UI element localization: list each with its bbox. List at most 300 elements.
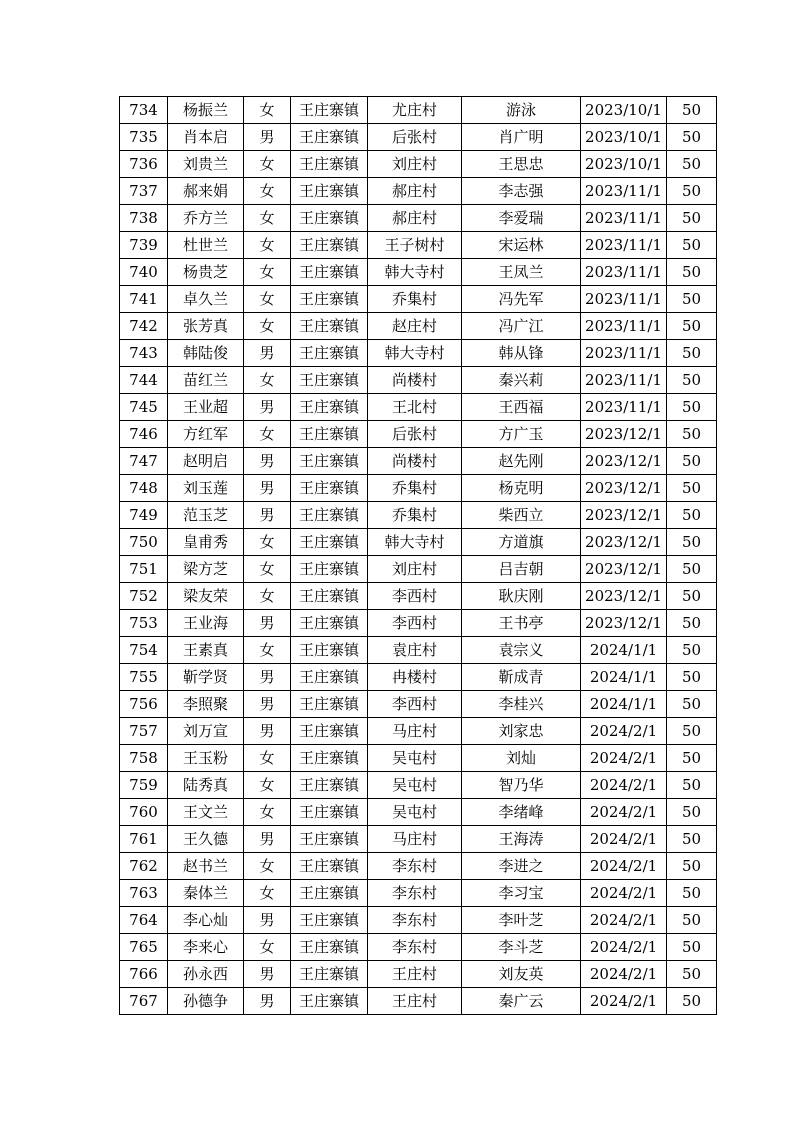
amount-cell: 50 <box>667 961 717 988</box>
amount-cell: 50 <box>667 556 717 583</box>
date-cell: 2024/2/1 <box>581 934 667 961</box>
agent-cell: 方道旗 <box>462 529 581 556</box>
name-cell: 李照聚 <box>168 691 244 718</box>
gender-cell: 男 <box>244 394 291 421</box>
agent-cell: 肖广明 <box>462 124 581 151</box>
town-cell: 王庄寨镇 <box>291 313 368 340</box>
village-cell: 乔集村 <box>368 286 462 313</box>
amount-cell: 50 <box>667 826 717 853</box>
gender-cell: 女 <box>244 259 291 286</box>
table-row <box>120 799 717 826</box>
serial-number-cell: 758 <box>120 745 168 772</box>
name-cell: 陆秀真 <box>168 772 244 799</box>
gender-cell: 男 <box>244 340 291 367</box>
town-cell: 王庄寨镇 <box>291 691 368 718</box>
name-cell: 乔方兰 <box>168 205 244 232</box>
table-row <box>120 772 717 799</box>
serial-number-cell: 749 <box>120 502 168 529</box>
table-row <box>120 718 717 745</box>
town-cell: 王庄寨镇 <box>291 961 368 988</box>
table-row <box>120 178 717 205</box>
subsidy-roster-table <box>119 96 717 1015</box>
amount-cell: 50 <box>667 664 717 691</box>
table-row <box>120 853 717 880</box>
village-cell: 吴屯村 <box>368 745 462 772</box>
gender-cell: 女 <box>244 97 291 124</box>
town-cell: 王庄寨镇 <box>291 421 368 448</box>
table-row <box>120 367 717 394</box>
agent-cell: 李斗芝 <box>462 934 581 961</box>
date-cell: 2023/10/1 <box>581 151 667 178</box>
name-cell: 王文兰 <box>168 799 244 826</box>
village-cell: 冉楼村 <box>368 664 462 691</box>
town-cell: 王庄寨镇 <box>291 97 368 124</box>
serial-number-cell: 747 <box>120 448 168 475</box>
date-cell: 2023/12/1 <box>581 583 667 610</box>
serial-number-cell: 757 <box>120 718 168 745</box>
name-cell: 梁方芝 <box>168 556 244 583</box>
date-cell: 2023/12/1 <box>581 610 667 637</box>
date-cell: 2024/2/1 <box>581 880 667 907</box>
agent-cell: 王西福 <box>462 394 581 421</box>
amount-cell: 50 <box>667 259 717 286</box>
amount-cell: 50 <box>667 853 717 880</box>
date-cell: 2024/2/1 <box>581 961 667 988</box>
gender-cell: 女 <box>244 178 291 205</box>
village-cell: 尚楼村 <box>368 367 462 394</box>
town-cell: 王庄寨镇 <box>291 880 368 907</box>
agent-cell: 秦兴莉 <box>462 367 581 394</box>
amount-cell: 50 <box>667 691 717 718</box>
agent-cell: 冯先军 <box>462 286 581 313</box>
village-cell: 乔集村 <box>368 475 462 502</box>
gender-cell: 女 <box>244 583 291 610</box>
name-cell: 赵明启 <box>168 448 244 475</box>
table-row <box>120 610 717 637</box>
table-row <box>120 961 717 988</box>
agent-cell: 韩从锋 <box>462 340 581 367</box>
gender-cell: 男 <box>244 907 291 934</box>
serial-number-cell: 766 <box>120 961 168 988</box>
amount-cell: 50 <box>667 97 717 124</box>
serial-number-cell: 752 <box>120 583 168 610</box>
amount-cell: 50 <box>667 232 717 259</box>
table-row <box>120 826 717 853</box>
town-cell: 王庄寨镇 <box>291 259 368 286</box>
gender-cell: 男 <box>244 718 291 745</box>
table-row <box>120 259 717 286</box>
amount-cell: 50 <box>667 340 717 367</box>
town-cell: 王庄寨镇 <box>291 664 368 691</box>
table-row <box>120 907 717 934</box>
name-cell: 王业海 <box>168 610 244 637</box>
amount-cell: 50 <box>667 880 717 907</box>
name-cell: 范玉芝 <box>168 502 244 529</box>
serial-number-cell: 734 <box>120 97 168 124</box>
gender-cell: 女 <box>244 853 291 880</box>
table-row <box>120 286 717 313</box>
date-cell: 2023/11/1 <box>581 205 667 232</box>
agent-cell: 王凤兰 <box>462 259 581 286</box>
village-cell: 李西村 <box>368 583 462 610</box>
date-cell: 2023/11/1 <box>581 394 667 421</box>
table-row <box>120 205 717 232</box>
village-cell: 李东村 <box>368 880 462 907</box>
serial-number-cell: 753 <box>120 610 168 637</box>
town-cell: 王庄寨镇 <box>291 529 368 556</box>
serial-number-cell: 738 <box>120 205 168 232</box>
date-cell: 2024/2/1 <box>581 907 667 934</box>
gender-cell: 女 <box>244 880 291 907</box>
gender-cell: 男 <box>244 475 291 502</box>
town-cell: 王庄寨镇 <box>291 502 368 529</box>
agent-cell: 柴西立 <box>462 502 581 529</box>
village-cell: 刘庄村 <box>368 151 462 178</box>
agent-cell: 方广玉 <box>462 421 581 448</box>
town-cell: 王庄寨镇 <box>291 745 368 772</box>
table-row <box>120 583 717 610</box>
village-cell: 王庄村 <box>368 961 462 988</box>
gender-cell: 男 <box>244 448 291 475</box>
amount-cell: 50 <box>667 934 717 961</box>
table-row <box>120 502 717 529</box>
town-cell: 王庄寨镇 <box>291 718 368 745</box>
amount-cell: 50 <box>667 151 717 178</box>
date-cell: 2024/1/1 <box>581 664 667 691</box>
agent-cell: 冯广江 <box>462 313 581 340</box>
village-cell: 李东村 <box>368 853 462 880</box>
village-cell: 吴屯村 <box>368 799 462 826</box>
name-cell: 方红军 <box>168 421 244 448</box>
town-cell: 王庄寨镇 <box>291 475 368 502</box>
amount-cell: 50 <box>667 313 717 340</box>
agent-cell: 王书亭 <box>462 610 581 637</box>
agent-cell: 靳成青 <box>462 664 581 691</box>
village-cell: 王子树村 <box>368 232 462 259</box>
date-cell: 2023/11/1 <box>581 178 667 205</box>
village-cell: 韩大寺村 <box>368 529 462 556</box>
village-cell: 尤庄村 <box>368 97 462 124</box>
table-row <box>120 124 717 151</box>
agent-cell: 王思忠 <box>462 151 581 178</box>
town-cell: 王庄寨镇 <box>291 232 368 259</box>
date-cell: 2023/11/1 <box>581 286 667 313</box>
date-cell: 2024/1/1 <box>581 637 667 664</box>
agent-cell: 李进之 <box>462 853 581 880</box>
gender-cell: 女 <box>244 772 291 799</box>
amount-cell: 50 <box>667 718 717 745</box>
date-cell: 2024/2/1 <box>581 799 667 826</box>
date-cell: 2023/11/1 <box>581 232 667 259</box>
amount-cell: 50 <box>667 205 717 232</box>
village-cell: 后张村 <box>368 124 462 151</box>
agent-cell: 杨克明 <box>462 475 581 502</box>
serial-number-cell: 767 <box>120 988 168 1015</box>
town-cell: 王庄寨镇 <box>291 205 368 232</box>
town-cell: 王庄寨镇 <box>291 799 368 826</box>
table-row <box>120 988 717 1015</box>
name-cell: 秦体兰 <box>168 880 244 907</box>
date-cell: 2023/12/1 <box>581 448 667 475</box>
table-row <box>120 232 717 259</box>
date-cell: 2023/11/1 <box>581 367 667 394</box>
name-cell: 李来心 <box>168 934 244 961</box>
name-cell: 王玉粉 <box>168 745 244 772</box>
town-cell: 王庄寨镇 <box>291 988 368 1015</box>
gender-cell: 男 <box>244 610 291 637</box>
table-row <box>120 745 717 772</box>
serial-number-cell: 739 <box>120 232 168 259</box>
gender-cell: 男 <box>244 988 291 1015</box>
town-cell: 王庄寨镇 <box>291 772 368 799</box>
gender-cell: 女 <box>244 367 291 394</box>
town-cell: 王庄寨镇 <box>291 610 368 637</box>
gender-cell: 女 <box>244 529 291 556</box>
village-cell: 李西村 <box>368 610 462 637</box>
serial-number-cell: 762 <box>120 853 168 880</box>
serial-number-cell: 743 <box>120 340 168 367</box>
amount-cell: 50 <box>667 367 717 394</box>
amount-cell: 50 <box>667 988 717 1015</box>
amount-cell: 50 <box>667 907 717 934</box>
date-cell: 2023/10/1 <box>581 97 667 124</box>
agent-cell: 赵先刚 <box>462 448 581 475</box>
date-cell: 2023/11/1 <box>581 340 667 367</box>
date-cell: 2023/11/1 <box>581 259 667 286</box>
name-cell: 杨贵芝 <box>168 259 244 286</box>
village-cell: 马庄村 <box>368 826 462 853</box>
serial-number-cell: 754 <box>120 637 168 664</box>
name-cell: 肖本启 <box>168 124 244 151</box>
village-cell: 王庄村 <box>368 988 462 1015</box>
town-cell: 王庄寨镇 <box>291 907 368 934</box>
serial-number-cell: 742 <box>120 313 168 340</box>
amount-cell: 50 <box>667 448 717 475</box>
name-cell: 郝来娟 <box>168 178 244 205</box>
village-cell: 韩大寺村 <box>368 340 462 367</box>
table-row <box>120 394 717 421</box>
name-cell: 梁友荣 <box>168 583 244 610</box>
town-cell: 王庄寨镇 <box>291 448 368 475</box>
agent-cell: 游泳 <box>462 97 581 124</box>
date-cell: 2024/2/1 <box>581 988 667 1015</box>
table-row <box>120 313 717 340</box>
town-cell: 王庄寨镇 <box>291 853 368 880</box>
serial-number-cell: 764 <box>120 907 168 934</box>
town-cell: 王庄寨镇 <box>291 178 368 205</box>
agent-cell: 李叶芝 <box>462 907 581 934</box>
serial-number-cell: 756 <box>120 691 168 718</box>
serial-number-cell: 746 <box>120 421 168 448</box>
amount-cell: 50 <box>667 799 717 826</box>
date-cell: 2023/12/1 <box>581 556 667 583</box>
amount-cell: 50 <box>667 124 717 151</box>
gender-cell: 女 <box>244 745 291 772</box>
serial-number-cell: 741 <box>120 286 168 313</box>
serial-number-cell: 744 <box>120 367 168 394</box>
amount-cell: 50 <box>667 583 717 610</box>
amount-cell: 50 <box>667 529 717 556</box>
name-cell: 王业超 <box>168 394 244 421</box>
village-cell: 李东村 <box>368 907 462 934</box>
serial-number-cell: 748 <box>120 475 168 502</box>
table-row <box>120 556 717 583</box>
town-cell: 王庄寨镇 <box>291 826 368 853</box>
table-row <box>120 664 717 691</box>
name-cell: 杜世兰 <box>168 232 244 259</box>
agent-cell: 李志强 <box>462 178 581 205</box>
town-cell: 王庄寨镇 <box>291 556 368 583</box>
agent-cell: 刘友英 <box>462 961 581 988</box>
town-cell: 王庄寨镇 <box>291 934 368 961</box>
amount-cell: 50 <box>667 178 717 205</box>
serial-number-cell: 765 <box>120 934 168 961</box>
date-cell: 2023/12/1 <box>581 421 667 448</box>
town-cell: 王庄寨镇 <box>291 367 368 394</box>
table-row <box>120 448 717 475</box>
village-cell: 袁庄村 <box>368 637 462 664</box>
table-row <box>120 151 717 178</box>
village-cell: 李东村 <box>368 934 462 961</box>
village-cell: 吴屯村 <box>368 772 462 799</box>
table-row <box>120 637 717 664</box>
amount-cell: 50 <box>667 637 717 664</box>
agent-cell: 智乃华 <box>462 772 581 799</box>
table-row <box>120 880 717 907</box>
table-row <box>120 934 717 961</box>
serial-number-cell: 760 <box>120 799 168 826</box>
village-cell: 李西村 <box>368 691 462 718</box>
agent-cell: 李绪峰 <box>462 799 581 826</box>
name-cell: 孙永西 <box>168 961 244 988</box>
agent-cell: 李爱瑞 <box>462 205 581 232</box>
amount-cell: 50 <box>667 745 717 772</box>
table-row <box>120 340 717 367</box>
name-cell: 李心灿 <box>168 907 244 934</box>
gender-cell: 女 <box>244 556 291 583</box>
gender-cell: 女 <box>244 799 291 826</box>
town-cell: 王庄寨镇 <box>291 151 368 178</box>
name-cell: 刘万宣 <box>168 718 244 745</box>
village-cell: 王北村 <box>368 394 462 421</box>
serial-number-cell: 751 <box>120 556 168 583</box>
date-cell: 2024/2/1 <box>581 718 667 745</box>
agent-cell: 耿庆刚 <box>462 583 581 610</box>
gender-cell: 女 <box>244 934 291 961</box>
village-cell: 马庄村 <box>368 718 462 745</box>
village-cell: 郝庄村 <box>368 205 462 232</box>
name-cell: 卓久兰 <box>168 286 244 313</box>
agent-cell: 王海涛 <box>462 826 581 853</box>
agent-cell: 宋运林 <box>462 232 581 259</box>
name-cell: 苗红兰 <box>168 367 244 394</box>
village-cell: 乔集村 <box>368 502 462 529</box>
gender-cell: 男 <box>244 961 291 988</box>
agent-cell: 秦广云 <box>462 988 581 1015</box>
village-cell: 赵庄村 <box>368 313 462 340</box>
date-cell: 2023/10/1 <box>581 124 667 151</box>
name-cell: 张芳真 <box>168 313 244 340</box>
agent-cell: 李习宝 <box>462 880 581 907</box>
town-cell: 王庄寨镇 <box>291 340 368 367</box>
name-cell: 韩陆俊 <box>168 340 244 367</box>
gender-cell: 女 <box>244 421 291 448</box>
name-cell: 赵书兰 <box>168 853 244 880</box>
date-cell: 2024/2/1 <box>581 853 667 880</box>
serial-number-cell: 759 <box>120 772 168 799</box>
date-cell: 2023/12/1 <box>581 475 667 502</box>
agent-cell: 袁宗义 <box>462 637 581 664</box>
table-row <box>120 529 717 556</box>
name-cell: 王素真 <box>168 637 244 664</box>
agent-cell: 吕吉朝 <box>462 556 581 583</box>
table-row <box>120 475 717 502</box>
serial-number-cell: 763 <box>120 880 168 907</box>
date-cell: 2024/2/1 <box>581 772 667 799</box>
village-cell: 刘庄村 <box>368 556 462 583</box>
amount-cell: 50 <box>667 475 717 502</box>
serial-number-cell: 761 <box>120 826 168 853</box>
town-cell: 王庄寨镇 <box>291 583 368 610</box>
gender-cell: 男 <box>244 826 291 853</box>
date-cell: 2023/12/1 <box>581 529 667 556</box>
serial-number-cell: 736 <box>120 151 168 178</box>
name-cell: 王久德 <box>168 826 244 853</box>
gender-cell: 女 <box>244 205 291 232</box>
amount-cell: 50 <box>667 610 717 637</box>
date-cell: 2024/2/1 <box>581 826 667 853</box>
serial-number-cell: 737 <box>120 178 168 205</box>
date-cell: 2024/1/1 <box>581 691 667 718</box>
town-cell: 王庄寨镇 <box>291 286 368 313</box>
gender-cell: 女 <box>244 637 291 664</box>
serial-number-cell: 755 <box>120 664 168 691</box>
name-cell: 皇甫秀 <box>168 529 244 556</box>
village-cell: 后张村 <box>368 421 462 448</box>
date-cell: 2023/11/1 <box>581 313 667 340</box>
name-cell: 刘玉莲 <box>168 475 244 502</box>
name-cell: 刘贵兰 <box>168 151 244 178</box>
name-cell: 孙德争 <box>168 988 244 1015</box>
town-cell: 王庄寨镇 <box>291 637 368 664</box>
amount-cell: 50 <box>667 394 717 421</box>
agent-cell: 刘家忠 <box>462 718 581 745</box>
table-row <box>120 691 717 718</box>
amount-cell: 50 <box>667 772 717 799</box>
table-row <box>120 97 717 124</box>
amount-cell: 50 <box>667 286 717 313</box>
gender-cell: 女 <box>244 151 291 178</box>
name-cell: 靳学贤 <box>168 664 244 691</box>
gender-cell: 女 <box>244 286 291 313</box>
date-cell: 2024/2/1 <box>581 745 667 772</box>
amount-cell: 50 <box>667 502 717 529</box>
gender-cell: 男 <box>244 124 291 151</box>
amount-cell: 50 <box>667 421 717 448</box>
town-cell: 王庄寨镇 <box>291 394 368 421</box>
village-cell: 韩大寺村 <box>368 259 462 286</box>
agent-cell: 李桂兴 <box>462 691 581 718</box>
village-cell: 尚楼村 <box>368 448 462 475</box>
serial-number-cell: 750 <box>120 529 168 556</box>
gender-cell: 男 <box>244 691 291 718</box>
gender-cell: 男 <box>244 664 291 691</box>
gender-cell: 女 <box>244 313 291 340</box>
gender-cell: 男 <box>244 502 291 529</box>
date-cell: 2023/12/1 <box>581 502 667 529</box>
name-cell: 杨振兰 <box>168 97 244 124</box>
table-row <box>120 421 717 448</box>
